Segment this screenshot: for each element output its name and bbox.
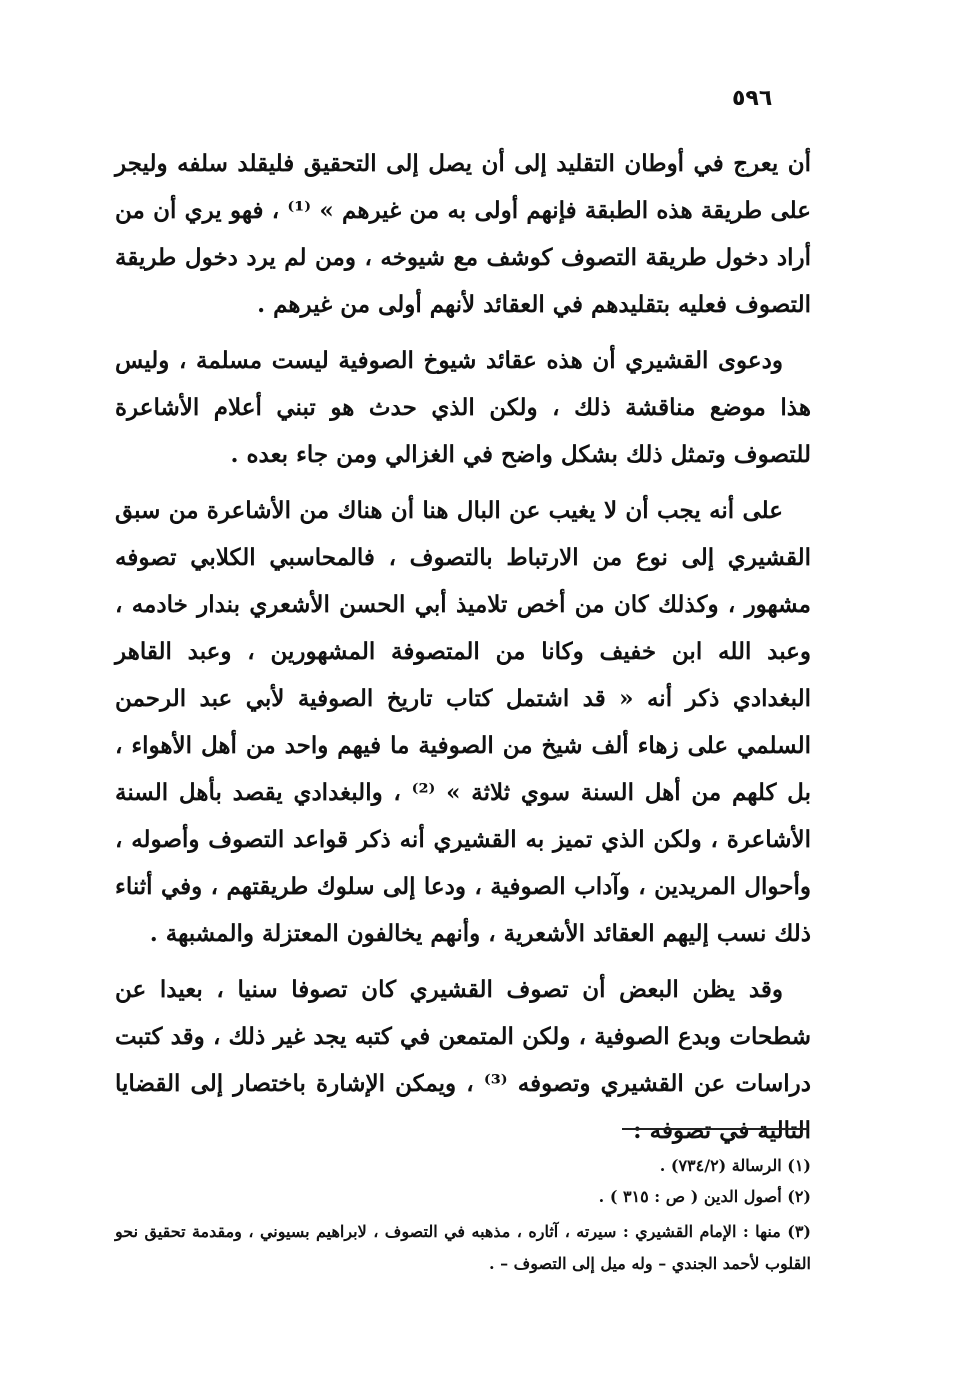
footnote-2: (٢) أصول الدين ( ص : ٣١٥ ) .: [598, 1187, 811, 1206]
footnote-divider: [622, 1128, 808, 1130]
footnotes: [115, 1150, 811, 1280]
paragraph-4: وقد يظن البعض أن تصوف القشيري كان تصوفا سنيا ، بعيدا عن شطحات وبدع الصوفية ، ولكن المتمعن في كتبه يجد غير ذلك ، وقد كتبت دراسات عن القشيري وتصوفه ⁽³⁾ ، ويمكن الإشارة باختصار إلى القضايا التالية في تصوفه :: [115, 976, 811, 1144]
page-number: ٥٩٦: [732, 86, 773, 111]
main-text: [115, 140, 811, 1163]
footnote-3: (٣) منها : الإمام القشيري : سيرته ، آثاره ، مذهبه في التصوف ، لابراهيم بسيوني ، ومقدمة تحقيق نحو القلوب لأحمد الجندي – وله ميل إلى التصوف – .: [115, 1222, 811, 1273]
paragraph-2: ودعوى القشيري أن هذه عقائد شيوخ الصوفية ليست مسلمة ، وليس هذا موضع مناقشة ذلك ، ولكن الذي حدث هو تبني أعلام الأشاعرة للتصوف وتمثل ذلك بشكل واضح في الغزالي ومن جاء بعده .: [115, 347, 811, 468]
paragraph-1: أن يعرج في أوطان التقليد إلى أن يصل إلى التحقيق فليقلد سلفه وليجر على طريقة هذه الطبقة فإنهم أولى به من غيرهم » ⁽¹⁾ ، فهو يري أن من أراد دخول طريقة التصوف كوشف مع شيوخه ، ومن لم يرد دخول طريقة التصوف فعليه بتقليدهم في العقائد لأنهم أولى من غيرهم .: [115, 150, 811, 318]
paragraph-3: على أنه يجب أن لا يغيب عن البال هنا أن هناك من الأشاعرة من سبق القشيري إلى نوع من الارتباط بالتصوف ، فالمحاسبي الكلابي تصوفه مشهور ، وكذلك كان من أخص تلاميذ أبي الحسن الأشعري بندار خادمه ، وعبد الله ابن خفيف وكانا من المتصوفة المشهورين ، وعبد القاهر البغدادي ذكر أنه « قد اشتمل كتاب تاريخ الصوفية لأبي عبد الرحمن السلمي على زهاء ألف شيخ من الصوفية ما فيهم واحد من أهل الأهواء ، بل كلهم من أهل السنة سوي ثلاثة » ⁽²⁾ ، والبغدادي يقصد بأهل السنة الأشاعرة ، ولكن الذي تميز به القشيري أنه ذكر قواعد التصوف وأصوله ، وأحوال المريدين ، وآداب الصوفية ، ودعا إلى سلوك طريقتهم ، وفي أثناء ذلك نسب إليهم العقائد الأشعرية ، وأنهم يخالفون المعتزلة والمشبهة .: [115, 497, 812, 947]
footnote-1: (١) الرسالة (٧٣٤/٢) .: [659, 1156, 811, 1175]
